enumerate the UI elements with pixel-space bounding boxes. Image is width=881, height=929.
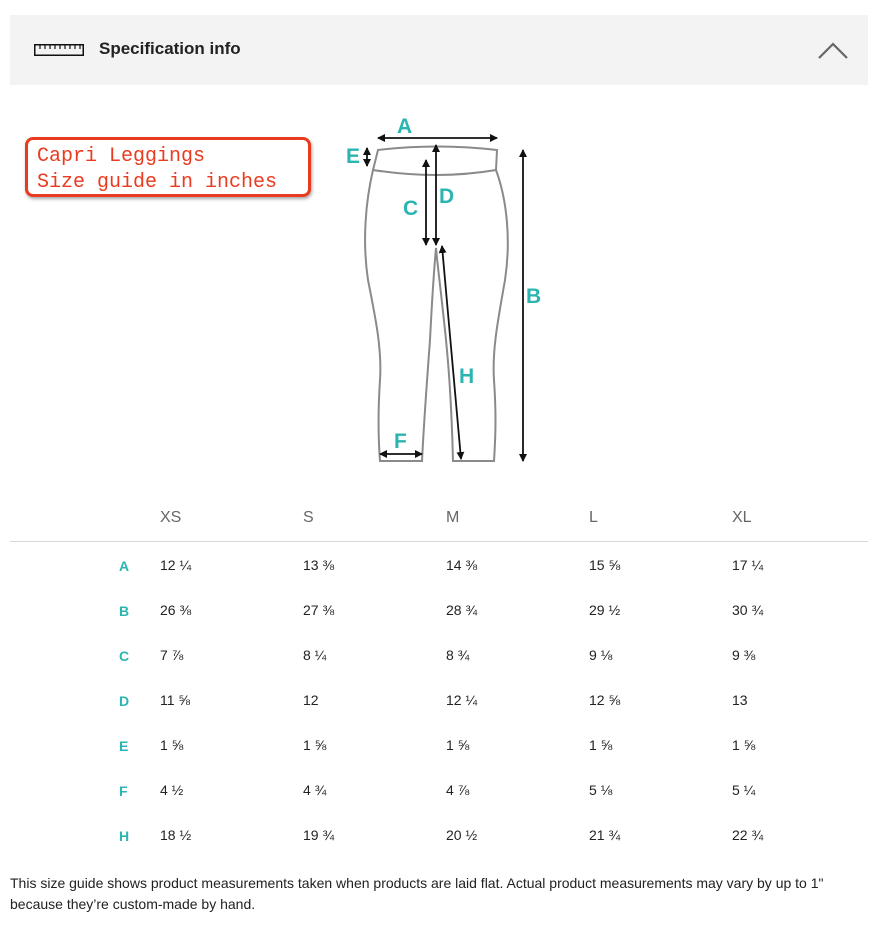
row-label: E bbox=[119, 738, 129, 754]
measurement-arrows bbox=[367, 138, 523, 461]
table-cell: 30 ¾ bbox=[732, 602, 764, 618]
chevron-up-icon[interactable] bbox=[817, 40, 849, 60]
row-label: C bbox=[119, 648, 130, 664]
table-cell: 29 ½ bbox=[589, 602, 621, 618]
table-row bbox=[10, 722, 868, 767]
callout-product-name: Capri Leggings bbox=[37, 145, 206, 168]
table-row bbox=[10, 767, 868, 812]
size-guide-callout bbox=[25, 137, 311, 197]
arrow-h bbox=[442, 246, 461, 459]
size-table-header bbox=[10, 500, 868, 542]
specification-header[interactable] bbox=[10, 15, 868, 85]
table-row bbox=[10, 632, 868, 677]
label-c: C bbox=[403, 197, 419, 220]
table-row bbox=[10, 677, 868, 722]
row-label: B bbox=[119, 603, 130, 619]
table-cell: 5 ⅛ bbox=[589, 782, 613, 798]
table-cell: 17 ¼ bbox=[732, 557, 764, 573]
size-header-xl: XL bbox=[732, 509, 752, 526]
table-cell: 19 ¾ bbox=[303, 827, 335, 843]
ruler-icon bbox=[34, 44, 84, 56]
table-cell: 1 ⅝ bbox=[732, 737, 756, 753]
table-cell: 26 ⅜ bbox=[160, 602, 192, 618]
label-a: A bbox=[397, 115, 413, 138]
row-label: F bbox=[119, 783, 128, 799]
size-header-l: L bbox=[589, 509, 598, 526]
size-header-s: S bbox=[303, 509, 314, 526]
table-cell: 20 ½ bbox=[446, 827, 478, 843]
row-label: A bbox=[119, 558, 130, 574]
row-label: D bbox=[119, 693, 130, 709]
callout-subtitle: Size guide in inches bbox=[37, 171, 278, 194]
row-label: H bbox=[119, 828, 130, 844]
table-cell: 9 ⅜ bbox=[732, 647, 756, 663]
table-cell: 5 ¼ bbox=[732, 782, 756, 798]
table-cell: 12 ¼ bbox=[160, 557, 192, 573]
page-title: Specification info bbox=[99, 39, 241, 58]
table-cell: 27 ⅜ bbox=[303, 602, 335, 618]
table-cell: 11 ⅝ bbox=[160, 692, 191, 708]
table-cell: 4 ½ bbox=[160, 782, 184, 798]
table-cell: 13 ⅜ bbox=[303, 557, 335, 573]
table-row bbox=[10, 587, 868, 632]
table-cell: 9 ⅛ bbox=[589, 647, 613, 663]
table-cell: 12 ¼ bbox=[446, 692, 478, 708]
table-cell: 1 ⅝ bbox=[589, 737, 613, 753]
table-cell: 28 ¾ bbox=[446, 602, 478, 618]
table-row bbox=[10, 812, 868, 857]
label-e: E bbox=[346, 145, 361, 168]
label-d: D bbox=[439, 185, 455, 208]
table-cell: 1 ⅝ bbox=[446, 737, 470, 753]
table-cell: 1 ⅝ bbox=[303, 737, 327, 753]
table-cell: 12 bbox=[303, 692, 319, 708]
table-cell: 13 bbox=[732, 692, 748, 708]
table-cell: 18 ½ bbox=[160, 827, 192, 843]
table-row bbox=[10, 542, 868, 587]
table-cell: 22 ¾ bbox=[732, 827, 764, 843]
table-cell: 7 ⅞ bbox=[160, 647, 184, 663]
size-table bbox=[10, 500, 868, 857]
table-cell: 8 ¼ bbox=[303, 647, 327, 663]
table-cell: 15 ⅝ bbox=[589, 557, 621, 573]
label-f: F bbox=[394, 430, 407, 453]
label-b: B bbox=[526, 285, 542, 308]
label-h: H bbox=[459, 365, 475, 388]
table-cell: 21 ¾ bbox=[589, 827, 621, 843]
size-header-xs: XS bbox=[160, 509, 182, 526]
table-cell: 14 ⅜ bbox=[446, 557, 478, 573]
table-cell: 1 ⅝ bbox=[160, 737, 184, 753]
size-guide-footnote: This size guide shows product measurements taken when products are laid flat. Actual product measurements may vary by up to 1" because they’re custom-made by hand. bbox=[10, 875, 824, 912]
table-cell: 8 ¾ bbox=[446, 647, 470, 663]
table-cell: 4 ⅞ bbox=[446, 782, 470, 798]
table-cell: 4 ¾ bbox=[303, 782, 327, 798]
table-cell: 12 ⅝ bbox=[589, 692, 621, 708]
leggings-outline bbox=[365, 147, 508, 462]
size-header-m: M bbox=[446, 509, 460, 526]
